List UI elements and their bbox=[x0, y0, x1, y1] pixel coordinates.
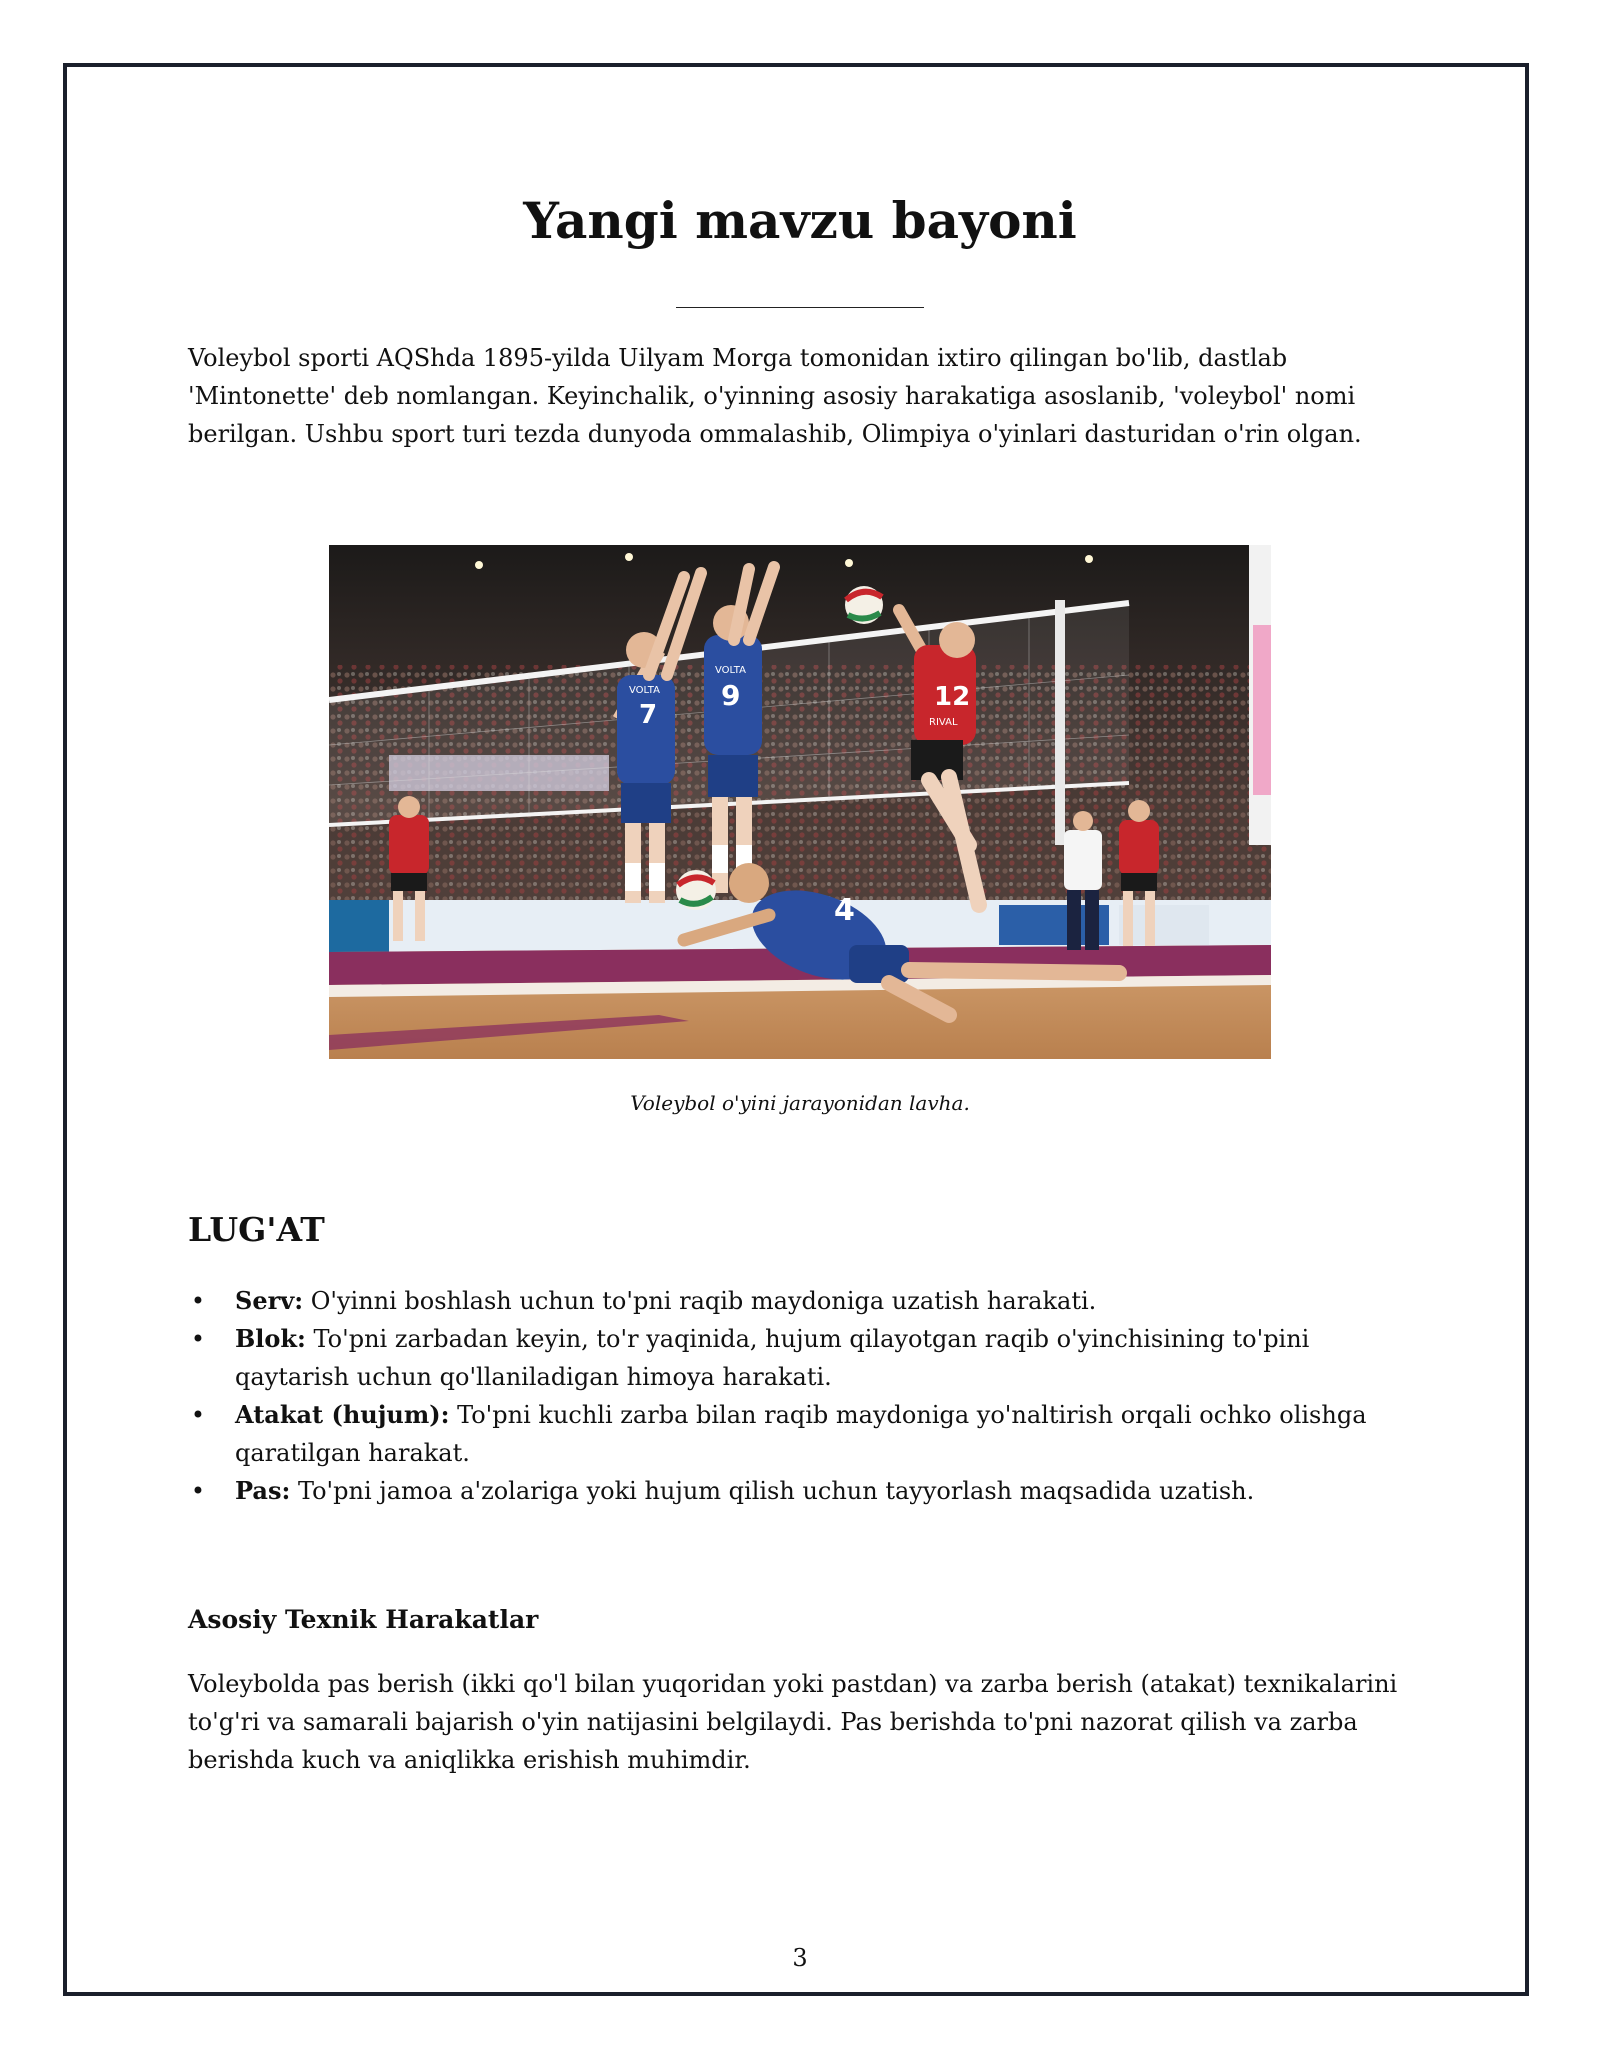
title-divider bbox=[676, 307, 924, 308]
glossary-term: Pas: bbox=[235, 1476, 291, 1505]
glossary-item bbox=[188, 1396, 1412, 1472]
glossary-term: Blok: bbox=[235, 1324, 306, 1353]
volleyball bbox=[845, 586, 883, 624]
glossary-definition: O'yinni boshlash uchun to'pni raqib maydoniga uzatish harakati. bbox=[303, 1287, 1097, 1315]
jersey-text-volta-2: VOLTA bbox=[715, 665, 746, 676]
jersey-number-9: 9 bbox=[721, 679, 741, 712]
jersey-number-7: 7 bbox=[639, 700, 658, 730]
glossary-item bbox=[188, 1282, 1412, 1320]
jersey-number-12: 12 bbox=[934, 682, 971, 712]
glossary-item bbox=[188, 1472, 1412, 1510]
bullet-icon: • bbox=[190, 1287, 206, 1315]
bullet-icon: • bbox=[190, 1325, 206, 1353]
techniques-paragraph: Voleybolda pas berish (ikki qo'l bilan yuqoridan yoki pastdan) va zarba berish (atakat) texnikalarini to'g'ri va samarali bajarish o'yin natijasini belgilaydi. Pas berishda to'pni nazorat qilish va zarba berishda kuch va aniqlikka erishish muhimdir. bbox=[188, 1670, 1398, 1774]
jersey-text-volta-1: VOLTA bbox=[629, 685, 660, 696]
volleyball-scene bbox=[329, 545, 1271, 1059]
volleyball-low bbox=[676, 870, 716, 910]
glossary-term: Atakat (hujum): bbox=[235, 1400, 450, 1429]
page-title: Yangi mavzu bayoni bbox=[523, 191, 1077, 250]
volleyball-photo bbox=[329, 545, 1271, 1059]
glossary-term: Serv: bbox=[235, 1286, 304, 1315]
glossary-heading: LUG'AT bbox=[188, 1210, 325, 1249]
glossary-definition: To'pni kuchli zarba bilan raqib maydoniga yo'naltirish orqali ochko olishga qaratilgan harakat. bbox=[235, 1401, 1367, 1467]
intro-paragraph: Voleybol sporti AQShda 1895-yilda Uilyam Morga tomonidan ixtiro qilingan bo'lib, dastlab 'Mintonette' deb nomlangan. Keyinchalik, o'yinning asosiy harakatiga asoslanib, 'voleybol' nomi berilgan. Ushbu sport turi tezda dunyoda ommalashib, Olimpiya o'yinlari dasturidan o'rin olgan. bbox=[188, 344, 1362, 448]
glossary-definition: To'pni jamoa a'zolariga yoki hujum qilish uchun tayyorlash maqsadida uzatish. bbox=[290, 1477, 1255, 1505]
jersey-number-4: 4 bbox=[834, 893, 855, 928]
glossary-item bbox=[188, 1320, 1412, 1396]
bullet-icon: • bbox=[190, 1401, 206, 1429]
page-number: 3 bbox=[792, 1944, 808, 1972]
glossary-list bbox=[188, 1282, 1412, 1510]
techniques-heading: Asosiy Texnik Harakatlar bbox=[188, 1605, 539, 1634]
figure-caption: Voleybol o'yini jarayonidan lavha. bbox=[630, 1091, 970, 1115]
bullet-icon: • bbox=[190, 1477, 206, 1505]
jersey-text-rival: RIVAL bbox=[929, 717, 958, 728]
glossary-definition: To'pni zarbadan keyin, to'r yaqinida, hujum qilayotgan raqib o'yinchisining to'pini qaytarish uchun qo'llaniladigan himoya harakati. bbox=[235, 1325, 1310, 1391]
